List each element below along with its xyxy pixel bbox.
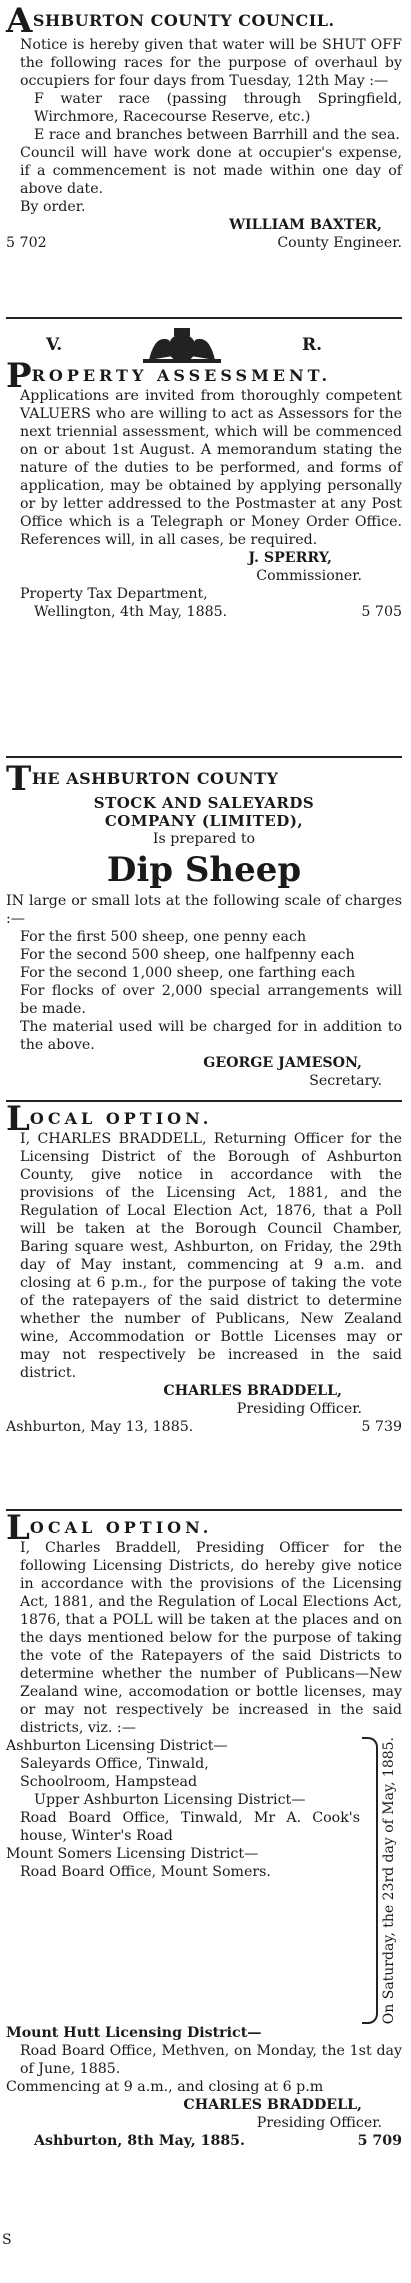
signer-name: GEORGE JAMESON,: [203, 1055, 362, 1071]
notice-local-option-2: [2, 1508, 402, 2283]
notice-body: Council will have work done at occupier's expense, if a commencement is not made within one day of above date.: [20, 145, 402, 197]
notice-footer: [6, 234, 402, 252]
signer-title: Presiding Officer.: [256, 2115, 382, 2132]
notice-title: THE ASHBURTON COUNTY: [6, 759, 279, 799]
place-date: Ashburton, May 13, 1885.: [6, 1419, 194, 1435]
notice-title-line: STOCK AND SALEYARDS: [93, 794, 315, 812]
rate-item: For the second 500 sheep, one halfpenny each: [20, 947, 355, 963]
place-date: Wellington, 4th May, 1885.: [34, 604, 228, 620]
signer-name: CHARLES BRADDELL,: [163, 1383, 342, 1399]
poll-hours: Commencing at 9 a.m., and closing at 6 p.m: [6, 2079, 324, 2096]
newspaper-column: [2, 0, 402, 2283]
notice-body: The material used will be charged for in addition to the above.: [20, 1019, 402, 1053]
place-date: Ashburton, 8th May, 1885.: [34, 2133, 245, 2150]
notice-title: ASHBURTON COUNTY COUNCIL.: [6, 1, 335, 41]
notice-title: LOCAL OPTION.: [6, 1508, 213, 1548]
notice-title-line: COMPANY (LIMITED),: [104, 812, 304, 830]
notice-title: LOCAL OPTION.: [6, 1099, 213, 1139]
by-order: By order.: [20, 199, 86, 215]
signer-name: CHARLES BRADDELL,: [183, 2097, 362, 2114]
district-schedule: [6, 1737, 402, 2024]
ad-number: 5 709: [357, 2133, 402, 2150]
list-item: F water race (passing through Springfield, Wirchmore, Racecourse Reserve, etc.): [34, 91, 402, 125]
signer-title: Secretary.: [309, 1073, 382, 1089]
list-item: E race and branches between Barrhill and the sea.: [34, 127, 400, 143]
ad-number: 5 705: [361, 604, 402, 620]
signer-title: County Engineer.: [277, 235, 402, 251]
polling-date-side-text: On Saturday, the 23rd day of May, 1885.: [381, 1737, 397, 2025]
notice-local-option-1: [6, 1099, 402, 1511]
district-name: Upper Ashburton Licensing District—: [34, 1792, 306, 1808]
notice-county-council: [6, 0, 402, 319]
rate-item: For the first 500 sheep, one penny each: [20, 929, 307, 945]
notice-dip-sheep: [6, 758, 402, 1102]
notice-body: I, Charles Braddell, Presiding Officer for the following Licensing Districts, do hereby give notice in accordance with the provisions of the Licensing Act, 1881, and the Regulation of Local Elections Act, 1876, that a POLL will be taken at the places and on the days mentioned below for the purpose of taking the vote of the Ratepayers of the said Districts to determine whether the number of Publicans—New Zealand wine, accomodation or bottle licenses, may or may not respectively be increased in the said districts, viz. :—: [20, 1540, 402, 1736]
district-place: Road Board Office, Methven, on Monday, the 1st day of June, 1885.: [20, 2043, 402, 2078]
v-letter: V.: [46, 335, 63, 355]
district-name: Ashburton Licensing District—: [6, 1738, 228, 1754]
district-place: Road Board Office, Tinwald, Mr A. Cook's house, Winter's Road: [20, 1810, 360, 1844]
royal-header: [6, 325, 402, 365]
prepared-text: Is prepared to: [152, 831, 256, 847]
district-list: [6, 1737, 360, 2024]
department: Property Tax Department,: [20, 586, 208, 602]
district-place: Saleyards Office, Tinwald,: [20, 1756, 209, 1772]
signer-name: J. SPERRY,: [248, 550, 332, 566]
notice-footer: [6, 1418, 402, 1436]
notice-property-assessment: [6, 319, 402, 758]
district-place: Road Board Office, Mount Somers.: [20, 1864, 271, 1880]
rate-item: For the second 1,000 sheep, one farthing each: [20, 965, 356, 981]
signer-title: Presiding Officer.: [236, 1401, 362, 1417]
notice-title: PROPERTY ASSESSMENT.: [6, 356, 332, 396]
notice-body: IN large or small lots at the following scale of charges :—: [6, 893, 402, 927]
notice-footer: [6, 603, 402, 621]
notice-body: I, CHARLES BRADDELL, Returning Officer for the Licensing District of the Borough of Ashburton County, give notice in accordance with the provisions of the Licensing Act, 1881, and the Regulation of Local Election Act, 1876, that a Poll will be taken at the Borough Council Chamber, Baring square west, Ashburton, on Friday, the 29th day of May instant, commencing at 9 a.m. and closing at 6 p.m., for the purpose of taking the vote of the ratepayers of the said district to determine whether the number of Publicans, New Zealand wine, Accommodation or Bottle Licenses may or may not respectively be increased in the said district.: [20, 1131, 402, 1381]
dip-sheep-heading: Dip Sheep: [106, 850, 302, 890]
royal-crest-icon: [139, 326, 225, 364]
ad-number: 5 739: [361, 1419, 402, 1435]
district-place: Schoolroom, Hampstead: [20, 1774, 198, 1790]
edge-fragment: S: [2, 2232, 12, 2248]
ad-number: 5 702: [6, 235, 47, 251]
signer-name: WILLIAM BAXTER,: [229, 217, 382, 233]
rate-item: For flocks of over 2,000 special arrangements will be made.: [20, 983, 402, 1017]
signer-title: Commissioner.: [256, 568, 362, 584]
brace: [362, 1737, 378, 2024]
r-letter: R.: [301, 335, 322, 355]
district-name: Mount Hutt Licensing District—: [6, 2025, 262, 2042]
notice-body: Applications are invited from thoroughly competent VALUERS who are willing to act as Assessors for the next triennial assessment, which will be commenced on or about 1st August. A memorandum stating the nature of the duties to be performed, and forms of application, may be obtained by applying personally or by letter addressed to the Postmaster at any Post Office which is a Telegraph or Money Order Office. References will, in all cases, be required.: [20, 388, 402, 548]
notice-body: Notice is hereby given that water will be SHUT OFF the following races for the purpose of overhaul by occupiers for four days from Tuesday, 12th May :—: [20, 37, 402, 89]
district-name: Mount Somers Licensing District—: [6, 1846, 259, 1862]
notice-footer: [6, 2132, 402, 2150]
